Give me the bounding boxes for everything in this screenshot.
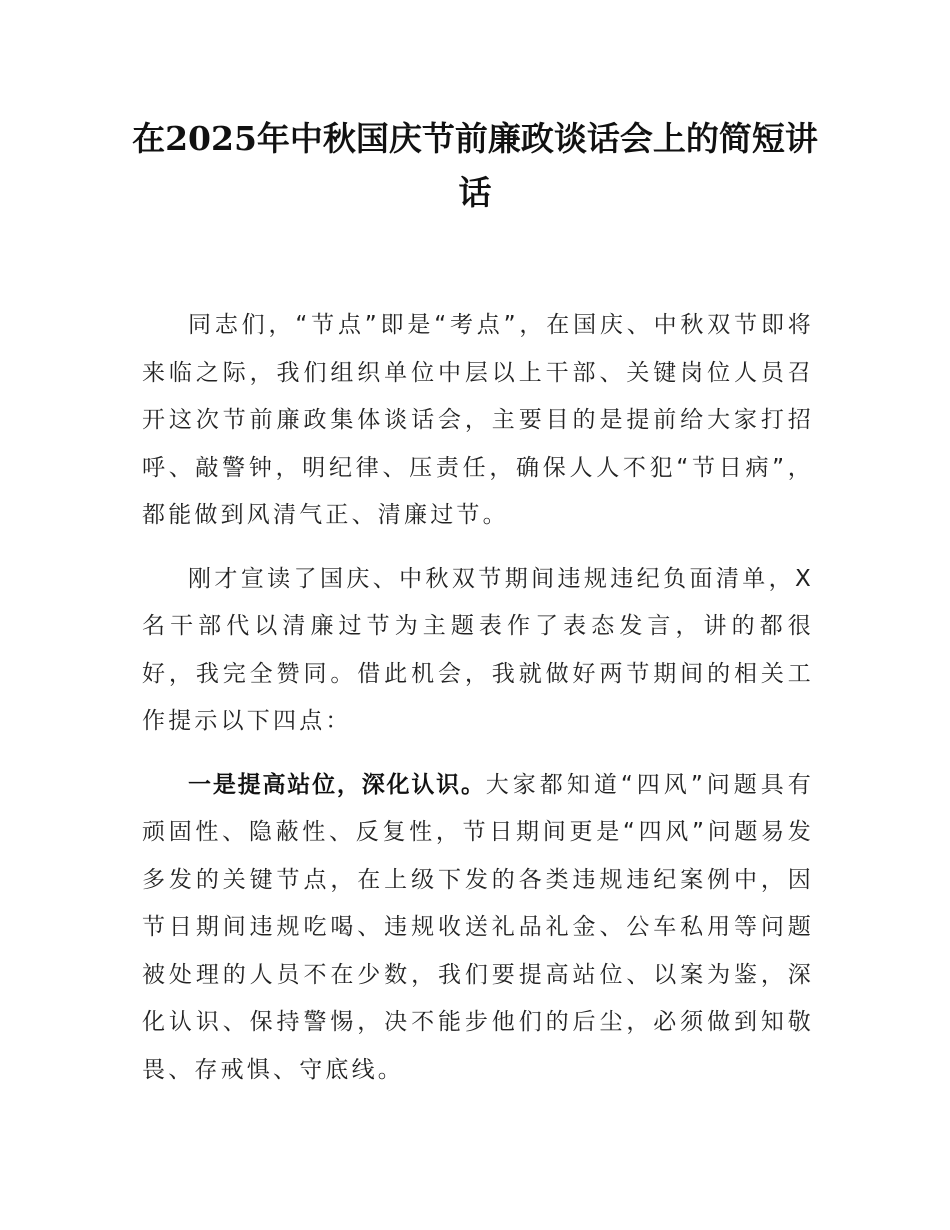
paragraph-text: 大家都知道“四风”问题具有顽固性、隐蔽性、反复性，节日期间更是“四风”问题易发多发的关键节点，在上级下发的各类违规违纪案例中，因节日期间违规吃喝、违规收送礼品礼金、公车私用等问题被处理的人员不在少数，我们要提高站位、以案为鉴，深化认识、保持警惕，决不能步他们的后尘，必须做到知敬畏、存戒惧、守底线。 [142, 771, 814, 1083]
paragraph-lead: 一是提高站位，深化认识。 [188, 771, 486, 798]
paragraph-3 [142, 762, 814, 1095]
document-title: 在2025年中秋国庆节前廉政谈话会上的简短讲话 [132, 119, 818, 212]
paragraph-text: 同志们，“节点”即是“考点”，在国庆、中秋双节即将来临之际，我们组织单位中层以上干部、关键岗位人员召开这次节前廉政集体谈话会，主要目的是提前给大家打招呼、敲警钟，明纪律、压责任，确保人人不犯“节日病”，都能做到风清气正、清廉过节。 [142, 312, 814, 528]
paragraph-text: 刚才宣读了国庆、中秋双节期间违规违纪负面清单，X名干部代以清廉过节为主题表作了表态发言，讲的都很好，我完全赞同。借此机会，我就做好两节期间的相关工作提示以下四点： [142, 565, 814, 734]
paragraph-2 [142, 556, 814, 746]
document-body [142, 302, 814, 1110]
paragraph-1 [142, 302, 814, 540]
